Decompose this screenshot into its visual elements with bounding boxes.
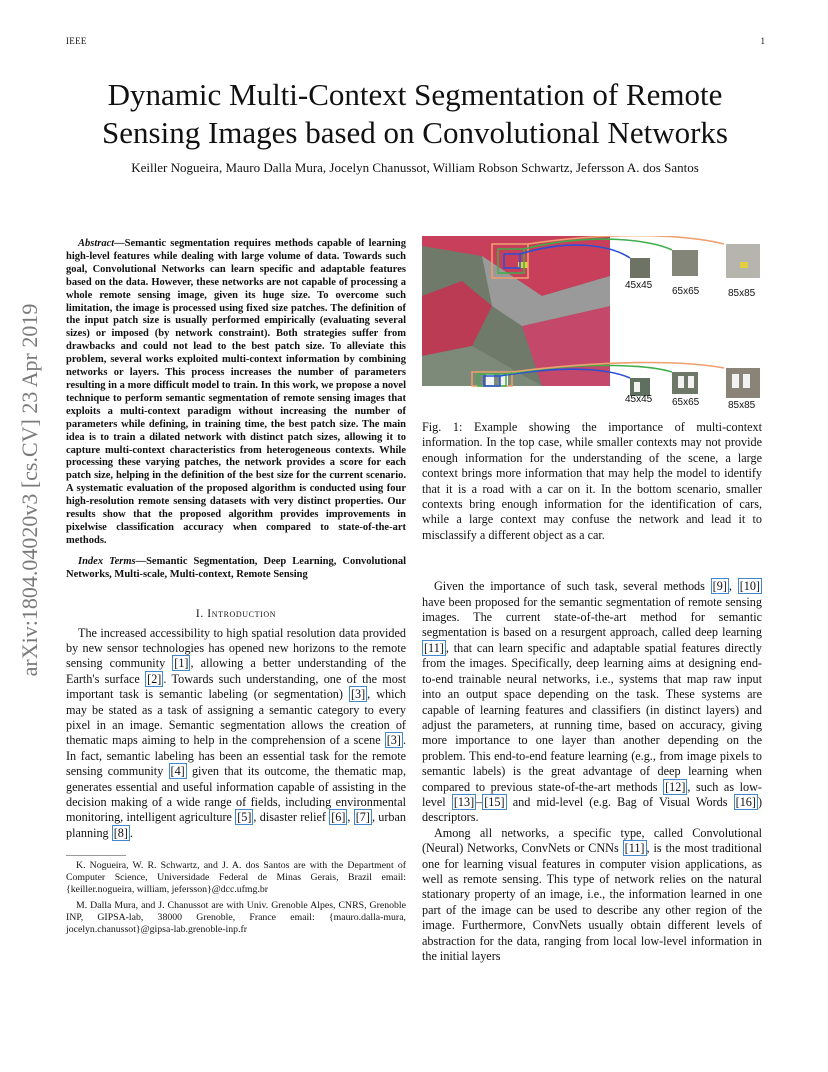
intro-paragraph: The increased accessibility to high spatial resolution data provided by new sensor technologies has opened new horizons to the remote sensing community [1] , allowing a better understanding of the Earth's surface [2] . Towards such understanding, one of the most important task is semantic labeling (or segmentation) [3] , which may be stated as a task of assigning a semantic category to every pixel in an image. Semantic segmentation allows the creation of thematic maps aiming to help in the comprehension of a scene [3] . In fact, semantic labeling has been an essential task for the remote sensing community [4] given that its outcome, the thematic map, generates essential and useful information capable of assisting in the decision making of a wide range of fields, including environmental monitoring, intelligent agriculture [5] , disaster relief [6] , [7] , urban planning [8] . [66, 625, 407, 840]
citation-link[interactable]: [5] [237, 810, 252, 825]
left-column [66, 238, 406, 936]
page-number: 1 [760, 36, 765, 46]
body-paragraph: Given the importance of such task, several methods [9] , [10] have been proposed for the semantic segmentation of remote sensing images. The current state-of-the-art method for semantic segmentation is based on a resurgent approach, called deep learning [11] , that can learn specific and adaptable spatial features directly from the images. Specifically, deep learning aims at designing end-to-end trainable neural networks, i.e., systems that map raw input into an output space depending on the task. These systems are capable of learning features and classifiers (in distinct layers) and adjust the parameters, at running time, based on accuracy, giving more importance to one layer than another depending on the problem. This end-to-end feature learning (e.g., from image pixels to semantic labels) is the great advantage of deep learning when compared to previous state-of-the-art methods [12] , such as low-level [13] – [15] and mid-level (e.g. Bag of Visual Words [16] ) descriptors. [422, 579, 763, 825]
patch-65-bottom [672, 372, 698, 394]
abstract-text: —Semantic segmentation requires methods capable of learning high-level features while dealing with large volume of data. Towards such goal, Convolutional Networks can learn specific and adaptable features based on the data. However, these networks are not capable of processing a whole remote sensing image, given its huge size. To overcome such limitation, the image is processed using fixed size patches. The definition of the input patch size is usually performed empirically (evaluating several sizes) or imposed (by network constraint). Both strategies suffer from drawbacks and could not lead to the best patch size. To alleviate this problem, several works exploited multi-context information by combining networks or layers. This process increases the number of parameters resulting in a more difficult model to train. In this work, we propose a novel technique to perform semantic segmentation of remote sensing images that exploits a multi-context paradigm without increasing the number of parameters while defining, in training time, the best patch size. The main idea is to train a dilated network with distinct patch sizes, allowing it to capture multi-context characteristics from heterogeneous contexts. While processing these varying patches, the network provides a score for each patch size, helping in the definition of the best size for the current scenario. A systematic evaluation of the proposed algorithm is conducted using four high-resolution remote sensing datasets with very distinct properties. Our results show that the proposed algorithm provides improvements in pixelwise classification accuracy when compared to state-of-the-art methods. [66, 238, 406, 546]
citation-link[interactable]: [7] [355, 810, 370, 825]
patch-size-label: 85x85 [728, 400, 756, 411]
patch-size-label: 45x45 [625, 280, 653, 291]
citation-link[interactable]: [13] [453, 794, 475, 809]
figure-image [422, 236, 762, 412]
footnote-affiliation-1: K. Nogueira, W. R. Schwartz, and J. A. dos Santos are with the Department of Computer Science, Universidade Federal de Minas Gerais, Brazil email: {keiller.nogueira, william, jefersson}@dcc.ufmg.br [66, 860, 406, 896]
citation-link[interactable]: [9] [712, 579, 727, 594]
citation-link[interactable]: [11] [624, 841, 645, 856]
section-heading: I. Introduction [195, 607, 277, 620]
car-object [634, 382, 640, 392]
car-object [688, 376, 694, 388]
patch-size-label: 65x65 [672, 397, 700, 408]
figure-caption: Fig. 1: Example showing the importance of multi-context information. In the top case, while smaller contexts may not provide enough information for the understanding of the scene, a large context brings more information that may help the model to identify that it is a road with a car on it. In the bottom scenario, smaller contexts bring enough information for the identification of cars, while a large context may confuse the network and lead it to misclassify a different object as a car. [422, 420, 762, 542]
abstract [66, 238, 406, 548]
author-list: Keiller Nogueira, Mauro Dalla Mura, Jocelyn Chanussot, William Robson Schwartz, Jefersson A. dos Santos [131, 160, 699, 175]
patch-45-top [630, 258, 650, 278]
arxiv-stamp: arXiv:1804.04020v3 [cs.CV] 23 Apr 2019 [17, 303, 42, 677]
footnote-affiliation-2: M. Dalla Mura, and J. Chanussot are with Univ. Grenoble Alpes, CNRS, Grenoble INP, GIPSA-lab, 38000 Grenoble, France email: {mauro.dalla-mura, jocelyn.chanussot}@gipsa-lab.grenoble-inp.fr [66, 900, 406, 936]
car-object [743, 374, 750, 388]
figure-1 [422, 236, 762, 412]
car-object [732, 374, 739, 388]
patch-size-label: 45x45 [625, 394, 653, 405]
footnote-rule [66, 855, 126, 856]
right-column [422, 236, 762, 964]
car-object [678, 376, 684, 388]
patch-size-label: 65x65 [672, 286, 700, 297]
car-object [740, 262, 748, 268]
citation-link[interactable]: [3] [350, 687, 366, 702]
index-terms-label: Index Terms [78, 555, 136, 567]
citation-link[interactable]: [15] [484, 794, 505, 809]
index-terms [66, 556, 406, 582]
abstract-label: Abstract [78, 238, 115, 249]
body-paragraph: Among all networks, a specific type, called Convolutional (Neural) Networks, ConvNets or CNNs [11] , is the most traditional one for learning visual features in computer vision applications, as well as remote sensing. This type of network relies on the natural stationary property of an image, i.e., the information learned in one part of the image can be used to describe any other region of the image. Furthermore, ConvNets usually obtain different levels of abstraction for the data, ranging from local low-level information in the initial layers [422, 825, 762, 963]
citation-link[interactable]: [3] [386, 733, 401, 748]
running-header: IEEE [66, 36, 87, 46]
citation-link[interactable]: [16] [735, 794, 756, 809]
citation-link[interactable]: [4] [170, 764, 185, 779]
citation-link[interactable]: [11] [424, 640, 444, 655]
index-terms-text: —Semantic Segmentation, Deep Learning, Convolutional Networks, Multi-scale, Multi-context, Remote Sensing [66, 555, 406, 580]
patch-65-top [672, 250, 698, 276]
patch-85-top [726, 244, 760, 278]
citation-link[interactable]: [1] [174, 656, 189, 671]
citation-link[interactable]: [10] [739, 579, 760, 594]
patch-size-label: 85x85 [728, 288, 756, 299]
citation-link[interactable]: [6] [331, 810, 346, 825]
citation-link[interactable]: [2] [147, 671, 162, 686]
citation-link[interactable]: [12] [665, 779, 686, 794]
paper-title: Dynamic Multi-Context Segmentation of Remote Sensing Images based on Convolutional Networks [102, 77, 728, 150]
citation-link[interactable]: [8] [113, 825, 128, 840]
